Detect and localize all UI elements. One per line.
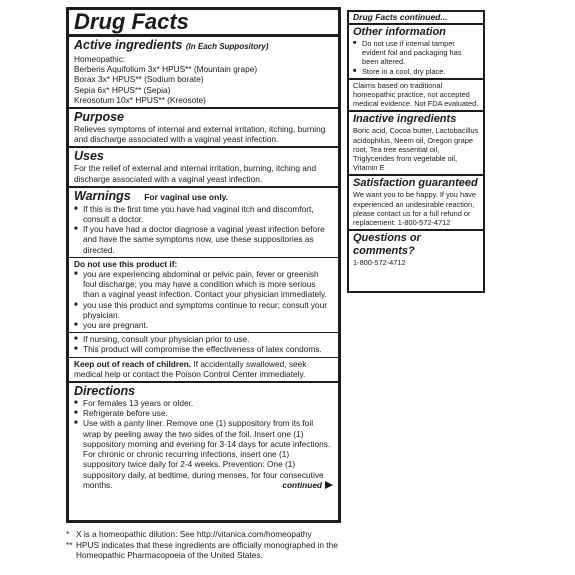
active-heading-text: Active ingredients — [74, 38, 183, 52]
other-information-heading: Other information — [353, 26, 446, 38]
warnings-list — [74, 204, 333, 255]
active-line: Borax 3x* HPUS** (Sodium borate) — [74, 74, 204, 85]
warnings-section — [69, 188, 338, 258]
inactive-ingredients-section — [349, 112, 483, 176]
list-item: ■ For females 13 years or older. — [74, 398, 333, 408]
active-line: Sepia 6x* HPUS** (Sepia) — [74, 84, 171, 95]
directions-section — [69, 383, 338, 492]
list-item: ■ Use with a panty liner. Remove one (1) suppository from its foil wrap by peeling away the two sides of the foil. Insert one (1) suppository morning and evening for 3-14 days for acute infections. For chronic or chronic recurring infections, insert one (1) suppository twice daily for 2-4 weeks. Prevention: One (1) suppository daily, at bedtime, during menses, for four consecutive months. — [74, 418, 333, 489]
footnote-hpus-mark: ** — [66, 539, 73, 550]
do-not-use-list — [74, 269, 333, 330]
list-item: ■ This product will compromise the effectiveness of latex condoms. — [74, 344, 333, 354]
keep-out-text — [74, 359, 333, 379]
directions-heading: Directions — [74, 384, 136, 399]
purpose-section — [69, 109, 338, 148]
continued-title: Drug Facts continued... — [349, 12, 483, 25]
do-not-use-heading: Do not use this product if: — [74, 258, 178, 269]
purpose-text: Relieves symptoms of internal and external irritation, itching, burning and discharge associated with a vaginal yeast infection. — [74, 124, 326, 145]
uses-heading: Uses — [74, 149, 104, 164]
footnote-x-mark: * — [66, 529, 70, 539]
continued-text: continued — [282, 479, 322, 490]
drug-facts-continued-panel — [347, 10, 485, 293]
inactive-ingredients-heading: Inactive ingredients — [353, 113, 457, 126]
list-item: ■ If you have had a doctor diagnose a vaginal yeast infection before and have the same symptoms now, use these suppositories as directed. — [74, 224, 333, 255]
nursing-section — [69, 333, 338, 357]
keep-out-section — [69, 358, 338, 383]
footnote-hpus-text: HPUS indicates that these ingredients are officially monographed in the Homeopathic Pharmacopoeia of the United States. — [76, 539, 338, 560]
keep-out-rest: If accidentally swallowed, seek medical help or contact the Poison Control Center immediately. — [74, 358, 307, 379]
list-item: ■ Refrigerate before use. — [74, 408, 333, 418]
active-ingredients-heading — [74, 38, 333, 54]
keep-out-bold: Keep out of reach of children. — [74, 358, 192, 369]
warnings-heading — [74, 189, 333, 204]
footnote-x — [66, 529, 366, 540]
questions-section — [349, 231, 483, 269]
other-information-section — [349, 25, 483, 80]
active-line: Homeopathic: — [74, 54, 126, 64]
questions-heading: Questions or comments? — [353, 232, 421, 258]
footnote-x-text: X is a homeopathic dilution: See http://vitanica.com/homeopathy — [76, 529, 312, 539]
drug-facts-title: Drug Facts — [69, 10, 338, 37]
purpose-heading: Purpose — [74, 110, 125, 125]
uses-text: For the relief of external and internal irritation, burning, itching and discharge associated with a vaginal yeast infection. — [74, 163, 317, 184]
drug-facts-panel — [66, 7, 341, 523]
list-item: ■ If nursing, consult your physician prior to use. — [74, 334, 333, 344]
satisfaction-text: We want you to be happy. If you have experienced an undesirable reaction, please contact us for a full refund or replacement: 1-800-572-4712 — [353, 190, 476, 228]
uses-section — [69, 148, 338, 187]
active-line: Kreosotum 10x* HPUS** (Kreosote) — [74, 94, 206, 105]
do-not-use-section — [69, 258, 338, 333]
nursing-list — [74, 334, 333, 354]
warnings-side-text: For vaginal use only. — [144, 191, 229, 202]
active-sub-text: (In Each Suppository) — [185, 42, 269, 51]
footnotes — [66, 529, 366, 561]
list-item: ■ you are experiencing abdominal or pelvic pain, fever or greenish foul discharge; you may have a condition which is more serious than a vaginal yeast infection. Contact your physician immediately. — [74, 269, 333, 300]
claims-text: Claims based on traditional homeopathic practice, not accepted medical evidence. Not FDA evaluated. — [353, 80, 479, 109]
active-ingredients-section — [69, 37, 338, 109]
questions-phone: 1-800-572-4712 — [353, 258, 406, 268]
directions-list — [74, 398, 333, 490]
footnote-hpus — [66, 540, 366, 561]
other-information-list — [353, 39, 479, 76]
list-item: ■ If this is the first time you have had vaginal itch and discomfort, consult a doctor. — [74, 204, 333, 224]
list-item: ■ you use this product and symptoms continue to recur; consult your physician. — [74, 300, 333, 320]
list-item: ■ you are pregnant. — [74, 320, 333, 330]
active-line: Berberis Aquifolium 3x* HPUS** (Mountain grape) — [74, 64, 258, 75]
claims-section — [349, 80, 483, 113]
satisfaction-section — [349, 176, 483, 231]
satisfaction-heading: Satisfaction guaranteed — [353, 177, 478, 190]
list-item: ■ Do not use if internal tamper evident foil and packaging has been altered. — [353, 39, 479, 67]
inactive-ingredients-text: Boric acid, Cocoa butter, Lactobacillus acidophilus, Neem oil, Oregon grape root, Tea tree essential oil, Triglycerides from vegetable oil, Vitamin E — [353, 126, 479, 173]
list-item: ■ Store in a cool, dry place. — [353, 67, 479, 76]
warnings-heading-text: Warnings — [74, 188, 131, 203]
